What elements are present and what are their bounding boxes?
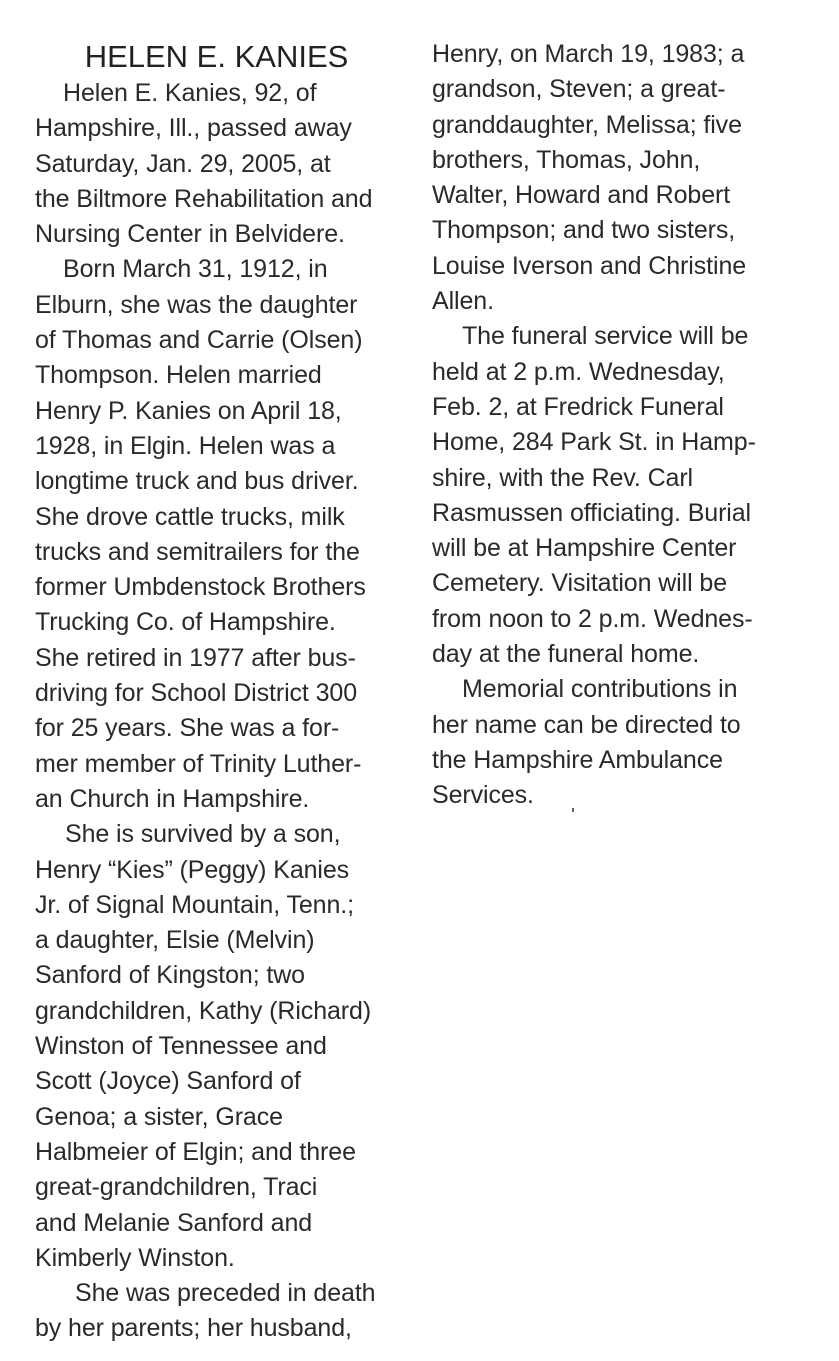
obituary-title: HELEN E. KANIES (84, 39, 349, 74)
text-line: Saturday, Jan. 29, 2005, at (35, 149, 331, 178)
text-line: held at 2 p.m. Wednesday, (432, 357, 725, 386)
text-line: Genoa; a sister, Grace (35, 1102, 283, 1131)
text-line: She retired in 1977 after bus- (35, 643, 356, 672)
text-line: brothers, Thomas, John, (432, 145, 701, 174)
right-column (432, 37, 804, 814)
text-line: Halbmeier of Elgin; and three (35, 1137, 356, 1166)
text-line: Nursing Center in Belvidere. (35, 220, 345, 249)
text-line: She is survived by a son, (65, 820, 341, 849)
text-line: Walter, Howard and Robert (432, 181, 731, 210)
text-line: Kimberly Winston. (35, 1243, 235, 1272)
text-line: and Melanie Sanford and (35, 1208, 313, 1237)
text-line: Henry P. Kanies on April 18, (35, 396, 342, 425)
text-line: Henry “Kies” (Peggy) Kanies (35, 855, 350, 884)
text-line: grandchildren, Kathy (Richard) (35, 996, 372, 1025)
text-line: a daughter, Elsie (Melvin) (35, 926, 315, 955)
text-line: the Hampshire Ambulance (432, 745, 723, 774)
text-line: grandson, Steven; a great- (432, 75, 726, 104)
text-line: driving for School District 300 (35, 679, 358, 708)
text-line: Jr. of Signal Mountain, Tenn.; (35, 890, 354, 919)
text-line: from noon to 2 p.m. Wednes- (432, 604, 753, 633)
text-line: She drove cattle trucks, milk (35, 502, 345, 531)
text-line: Services. (432, 781, 534, 810)
text-line: former Umbdenstock Brothers (35, 573, 366, 602)
text-line: She was preceded in death (75, 1279, 376, 1308)
text-line: Henry, on March 19, 1983; a (432, 40, 745, 68)
text-line: her name can be directed to (432, 710, 741, 739)
text-line: granddaughter, Melissa; five (432, 110, 742, 139)
print-speck (572, 808, 574, 812)
text-line: of Thomas and Carrie (Olsen) (35, 326, 363, 355)
text-line: the Biltmore Rehabilitation and (35, 184, 373, 213)
text-line: mer member of Trinity Luther- (35, 749, 362, 778)
text-line: Elburn, she was the daughter (35, 290, 358, 319)
text-line: Hampshire, Ill., passed away (35, 114, 352, 143)
text-line: Home, 284 Park St. in Hamp- (432, 428, 756, 457)
text-line: Trucking Co. of Hampshire. (35, 608, 336, 637)
text-line: Allen. (432, 287, 494, 316)
text-line: Winston of Tennessee and (35, 1032, 327, 1061)
text-line: Feb. 2, at Fredrick Funeral (432, 392, 724, 421)
text-line: Memorial contributions in (462, 675, 738, 704)
text-line: longtime truck and bus driver. (35, 467, 359, 496)
text-line: The funeral service will be (462, 322, 749, 351)
text-line: will be at Hampshire Center (432, 534, 737, 563)
left-column (35, 38, 415, 1347)
text-line: Louise Iverson and Christine (432, 251, 747, 280)
text-line: day at the funeral home. (432, 640, 700, 669)
text-line: Born March 31, 1912, in (63, 255, 328, 284)
text-line: Helen E. Kanies, 92, of (63, 79, 317, 107)
text-line: Sanford of Kingston; two (35, 961, 305, 990)
text-line: for 25 years. She was a for- (35, 714, 340, 743)
text-line: Scott (Joyce) Sanford of (35, 1067, 301, 1096)
text-line: Thompson. Helen married (35, 361, 322, 390)
text-line: great-grandchildren, Traci (35, 1173, 318, 1202)
text-line: an Church in Hampshire. (35, 784, 310, 813)
text-line: 1928, in Elgin. Helen was a (35, 431, 336, 460)
text-line: trucks and semitrailers for the (35, 537, 360, 566)
text-line: shire, with the Rev. Carl (432, 463, 694, 492)
text-line: Rasmussen officiating. Burial (432, 498, 752, 527)
text-line: Cemetery. Visitation will be (432, 569, 728, 598)
text-line: Thompson; and two sisters, (432, 216, 736, 245)
text-line: by her parents; her husband, (35, 1314, 352, 1343)
